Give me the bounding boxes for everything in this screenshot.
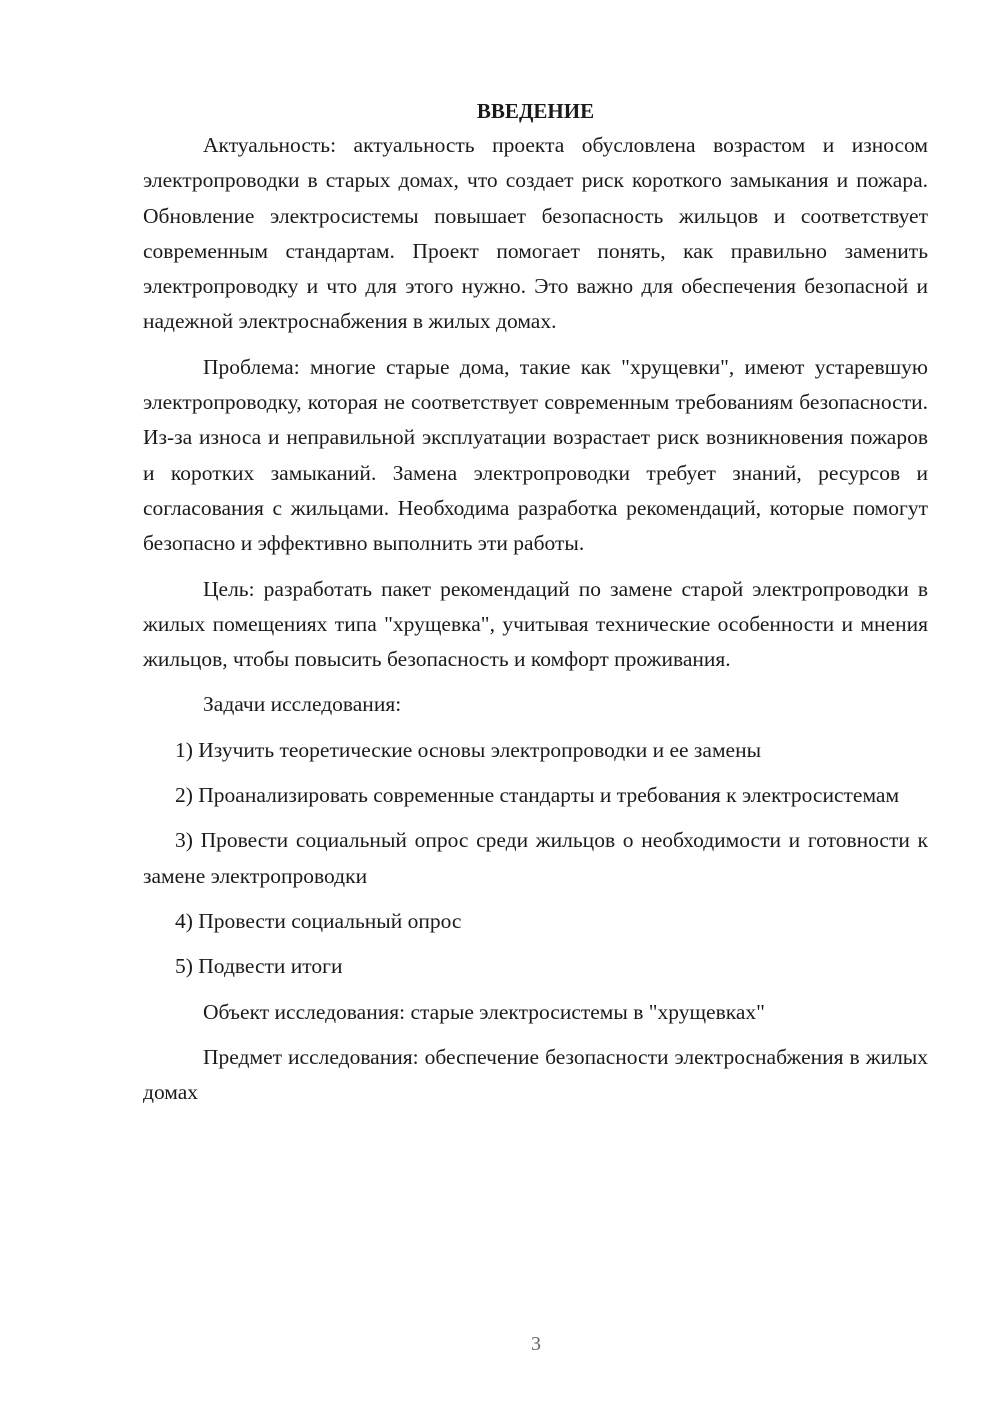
tasks-heading: Задачи исследования: [203, 692, 402, 717]
page-title: ВВЕДЕНИЕ [476, 99, 595, 123]
task-item-2: 2) Проанализировать современные стандарты и требования к электросистемам [175, 783, 900, 808]
relevance-paragraph: Актуальность: актуальность проекта обусловлена возрастом и износом электропроводки в старых домах, что создает риск короткого замыкания и пожара. Обновление электросистемы повышает безопасность жильцов и соответствует современным стандартам. Проект помогает понять, как правильно заменить электропроводку и что для этого нужно. Это важно для обеспечения безопасной и надежной электроснабжения в жилых домах. [143, 133, 928, 334]
page-number: 3 [531, 1333, 541, 1355]
task-item-1: 1) Изучить теоретические основы электропроводки и ее замены [175, 737, 762, 762]
research-object-paragraph: Объект исследования: старые электросистемы в "хрущевках" [203, 999, 765, 1024]
problem-paragraph: Проблема: многие старые дома, такие как "хрущевки", имеют устаревшую электропроводку, которая не соответствует современным требованиям безопасности. Из-за износа и неправильной эксплуатации возрастает риск возникновения пожаров и коротких замыканий. Замена электропроводки требует знаний, ресурсов и согласования с жильцами. Необходима разработка рекомендаций, которые помогут безопасно и эффективно выполнить эти работы. [143, 354, 928, 556]
task-item-5: 5) Подвести итоги [175, 954, 343, 979]
research-subject-paragraph: Предмет исследования: обеспечение безопасности электроснабжения в жилых домах [143, 1044, 928, 1105]
document-page [143, 96, 928, 1120]
task-item-4: 4) Провести социальный опрос [175, 908, 462, 933]
goal-paragraph: Цель: разработать пакет рекомендаций по замене старой электропроводки в жилых помещениях типа "хрущевка", учитывая технические особенности и мнения жильцов, чтобы повысить безопасность и комфорт проживания. [143, 576, 928, 672]
task-item-3: 3) Провести социальный опрос среди жильцов о необходимости и готовности к замене электропроводки [143, 828, 928, 888]
